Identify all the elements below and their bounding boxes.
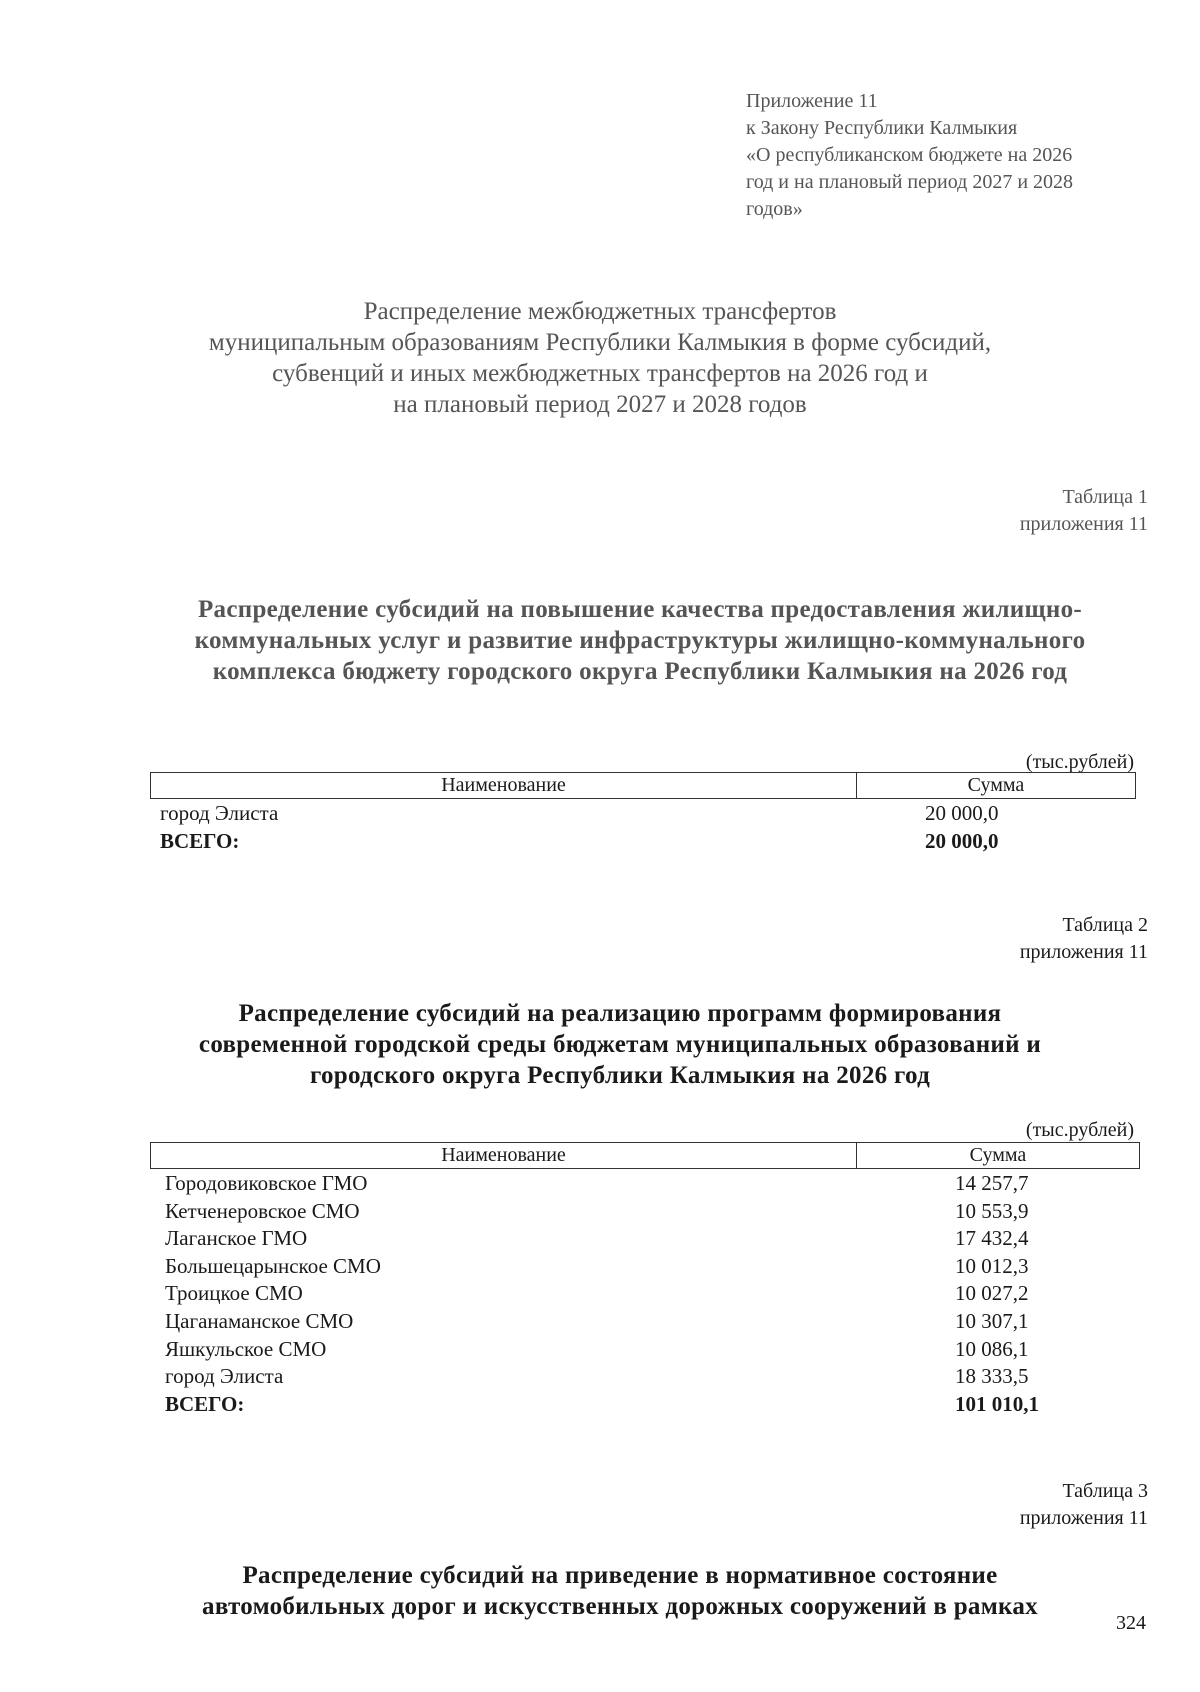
table-row [160, 800, 1045, 828]
total-label: ВСЕГО: [160, 828, 240, 853]
row-value: 10 307,1 [955, 1308, 1029, 1333]
appendix-note-line: «О республиканском бюджете на 2026 [746, 144, 1073, 166]
table3-ref-line: приложения 11 [1019, 1507, 1148, 1529]
table1-col-name: Наименование [151, 773, 857, 798]
table3-title-line: автомобильных дорог и искусственных дорожных сооружений в рамках [202, 1593, 1038, 1620]
table2-rows [165, 1170, 1075, 1418]
table2-ref-line: Таблица 2 [1062, 914, 1148, 936]
row-value: 10 027,2 [955, 1281, 1029, 1306]
row-value: 14 257,7 [955, 1171, 1029, 1195]
table-row [165, 1280, 1075, 1308]
table2-ref [848, 912, 1148, 966]
main-title-line: Распределение межбюджетных трансфертов [363, 298, 837, 325]
row-name: Лаганское ГМО [165, 1226, 308, 1251]
table1-title-line: коммунальных услуг и развитие инфраструктуры жилищно-коммунального [194, 627, 1086, 654]
main-title-line: на плановый период 2027 и 2028 годов [393, 391, 807, 418]
row-name: Троицкое СМО [165, 1281, 303, 1306]
table-total-row [165, 1391, 1075, 1419]
table2-title-line: современной городской среды бюджетам муниципальных образований и [198, 1031, 1042, 1058]
table1-ref-line: Таблица 1 [1062, 486, 1148, 508]
row-value: 20 000,0 [925, 801, 999, 825]
row-name: Кетченеровское СМО [165, 1198, 360, 1223]
table-total-row [160, 828, 1045, 856]
appendix-note [746, 88, 1146, 223]
table-row [165, 1363, 1075, 1391]
table2-ref-line: приложения 11 [1019, 941, 1148, 963]
appendix-note-line: год и на плановый период 2027 и 2028 [746, 171, 1074, 193]
appendix-note-line: к Закону Республики Калмыкия [746, 117, 1018, 139]
total-value: 101 010,1 [955, 1391, 1039, 1416]
table2-title-line: городского округа Республики Калмыкия на 2026 год [309, 1062, 931, 1089]
table2-title [120, 998, 1120, 1091]
table1-unit: (тыс.рублей) [1025, 751, 1134, 773]
table3-title [120, 1560, 1120, 1622]
table-row [165, 1198, 1075, 1226]
row-name: город Элиста [165, 1364, 284, 1389]
table1-title-line: Распределение субсидий на повышение качества предоставления жилищно- [197, 596, 1083, 623]
appendix-note-line: годов» [746, 198, 803, 220]
table1-title-line: комплекса бюджету городского округа Республики Калмыкия на 2026 год [212, 658, 1068, 685]
row-value: 17 432,4 [955, 1226, 1029, 1251]
table1-title [120, 594, 1160, 687]
main-title-line: муниципальным образованиям Республики Калмыкия в форме субсидий, [208, 329, 992, 356]
row-value: 10 086,1 [955, 1336, 1029, 1361]
row-name: город Элиста [160, 801, 279, 825]
total-value: 20 000,0 [925, 828, 999, 853]
table3-ref [848, 1478, 1148, 1532]
table1-header [150, 772, 1136, 799]
table-row [165, 1336, 1075, 1364]
table1-ref-line: приложения 11 [1019, 513, 1148, 535]
table-row [165, 1170, 1075, 1198]
table2-col-sum: Сумма [969, 1144, 1027, 1166]
table-row [165, 1308, 1075, 1336]
row-name: Городовиковское ГМО [165, 1171, 368, 1195]
row-value: 10 553,9 [955, 1198, 1029, 1223]
row-name: Яшкульское СМО [165, 1336, 327, 1361]
table1-ref [848, 484, 1148, 538]
row-name: Цаганаманское СМО [165, 1308, 354, 1333]
main-title [120, 296, 1080, 420]
page-number: 324 [1116, 1612, 1146, 1634]
table-row [165, 1253, 1075, 1281]
table2-unit: (тыс.рублей) [1025, 1119, 1134, 1141]
table1-col-sum: Сумма [967, 774, 1025, 796]
row-name: Большецарынское СМО [165, 1253, 381, 1278]
table2-header [150, 1142, 1140, 1169]
table1-rows [160, 800, 1045, 855]
table2-title-line: Распределение субсидий на реализацию программ формирования [238, 1000, 1002, 1027]
table3-ref-line: Таблица 3 [1062, 1480, 1148, 1502]
total-label: ВСЕГО: [165, 1391, 245, 1416]
table-row [165, 1225, 1075, 1253]
row-value: 10 012,3 [955, 1253, 1029, 1278]
main-title-line: субвенций и иных межбюджетных трансфертов на 2026 год и [272, 360, 928, 387]
row-value: 18 333,5 [955, 1364, 1029, 1389]
appendix-note-line: Приложение 11 [746, 90, 878, 112]
table2-col-name: Наименование [151, 1143, 857, 1168]
table3-title-line: Распределение субсидий на приведение в нормативное состояние [242, 1562, 998, 1589]
